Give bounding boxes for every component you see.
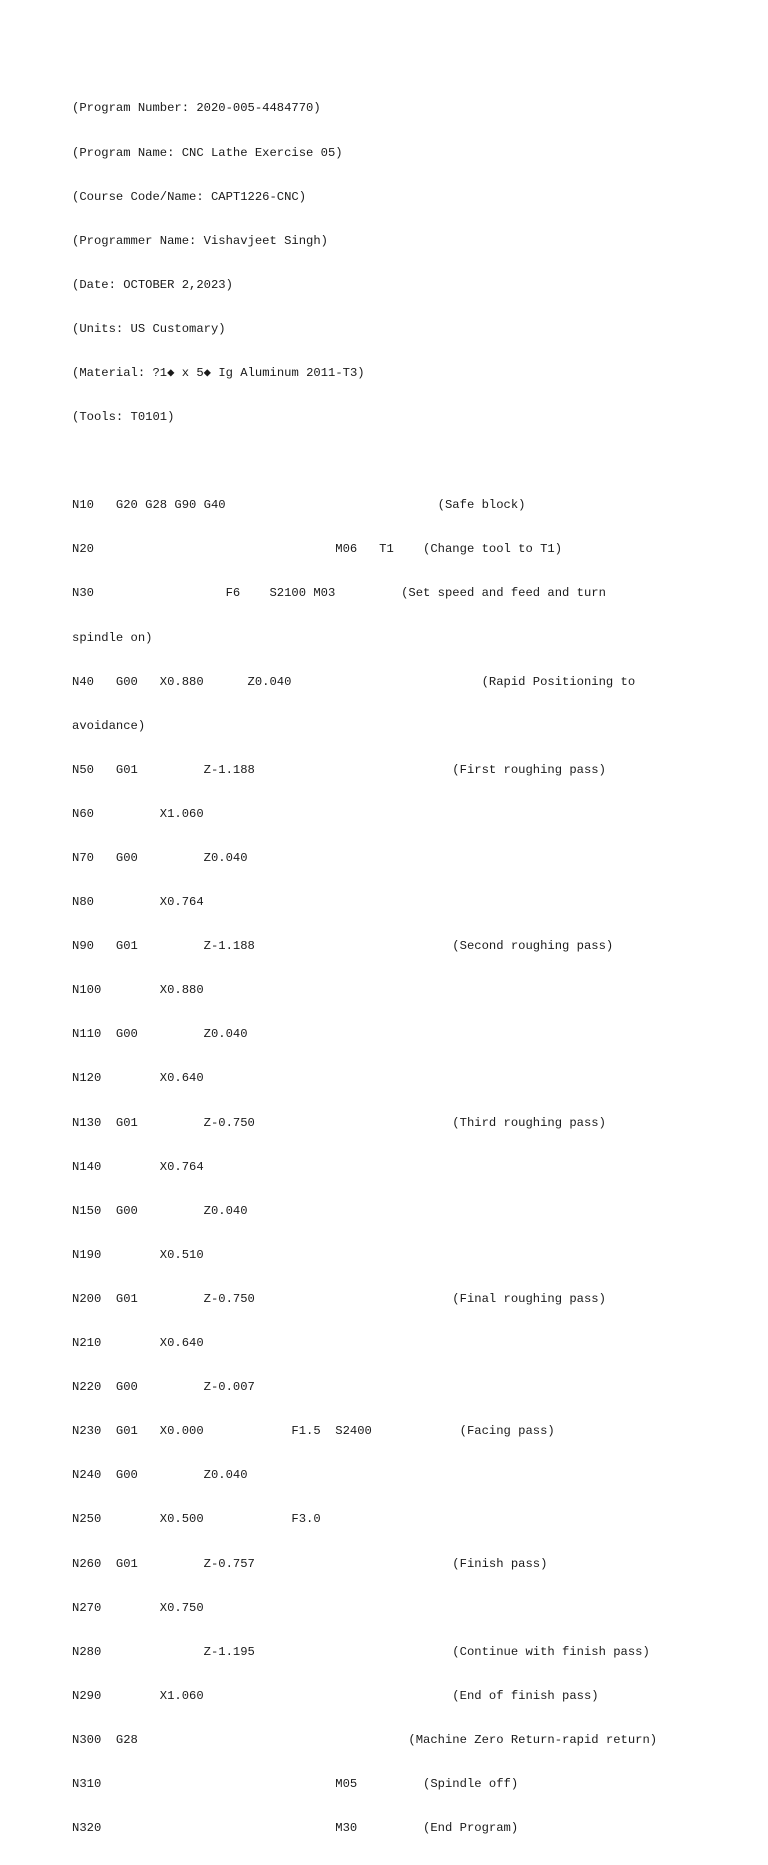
program-line: N310 M05 (Spindle off) — [72, 1776, 519, 1791]
program-line: N120 X0.640 — [72, 1071, 204, 1086]
program-line: N240 G00 Z0.040 — [72, 1468, 248, 1483]
program-line: N50 G01 Z-1.188 (First roughing pass) — [72, 762, 606, 777]
header-line-program-number: (Program Number: 2020-005-4484770) — [72, 101, 321, 116]
program-line: N60 X1.060 — [72, 806, 204, 821]
program-line: avoidance) — [72, 718, 146, 733]
blank-line — [72, 454, 657, 469]
program-line: N20 M06 T1 (Change tool to T1) — [72, 542, 563, 557]
header-line-course: (Course Code/Name: CAPT1226-CNC) — [72, 189, 307, 204]
header-line-date: (Date: OCTOBER 2,2023) — [72, 277, 233, 292]
program-line: N260 G01 Z-0.757 (Finish pass) — [72, 1556, 548, 1571]
header-line-material: (Material: ?1◆ x 5◆ Ig Aluminum 2011-T3) — [72, 365, 365, 380]
program-line: N30 F6 S2100 M03 (Set speed and feed and turn — [72, 586, 606, 601]
program-line: N110 G00 Z0.040 — [72, 1027, 248, 1042]
program-line: N130 G01 Z-0.750 (Third roughing pass) — [72, 1115, 606, 1130]
program-line: N40 G00 X0.880 Z0.040 (Rapid Positioning to — [72, 674, 636, 689]
program-line: N270 X0.750 — [72, 1600, 204, 1615]
cnc-program-listing — [72, 72, 657, 1865]
program-line: N210 X0.640 — [72, 1336, 204, 1351]
program-line: N320 M30 (End Program) — [72, 1821, 519, 1836]
program-line: N10 G20 G28 G90 G40 (Safe block) — [72, 498, 526, 513]
program-line: N90 G01 Z-1.188 (Second roughing pass) — [72, 939, 614, 954]
program-line: N280 Z-1.195 (Continue with finish pass) — [72, 1644, 650, 1659]
program-line: N140 X0.764 — [72, 1159, 204, 1174]
program-line: N300 G28 (Machine Zero Return-rapid return) — [72, 1732, 658, 1747]
header-line-units: (Units: US Customary) — [72, 321, 226, 336]
program-line: N220 G00 Z-0.007 — [72, 1380, 255, 1395]
program-line: N200 G01 Z-0.750 (Final roughing pass) — [72, 1291, 606, 1306]
program-line: N190 X0.510 — [72, 1247, 204, 1262]
header-line-program-name: (Program Name: CNC Lathe Exercise 05) — [72, 145, 343, 160]
program-line: N100 X0.880 — [72, 983, 204, 998]
program-line: N150 G00 Z0.040 — [72, 1203, 248, 1218]
header-line-tools: (Tools: T0101) — [72, 410, 175, 425]
program-line: N80 X0.764 — [72, 895, 204, 910]
program-line: spindle on) — [72, 630, 153, 645]
program-line: N250 X0.500 F3.0 — [72, 1512, 321, 1527]
header-line-programmer: (Programmer Name: Vishavjeet Singh) — [72, 233, 328, 248]
program-line: N70 G00 Z0.040 — [72, 851, 248, 865]
program-line: N230 G01 X0.000 F1.5 S2400 (Facing pass) — [72, 1424, 555, 1439]
program-line: N290 X1.060 (End of finish pass) — [72, 1688, 599, 1703]
